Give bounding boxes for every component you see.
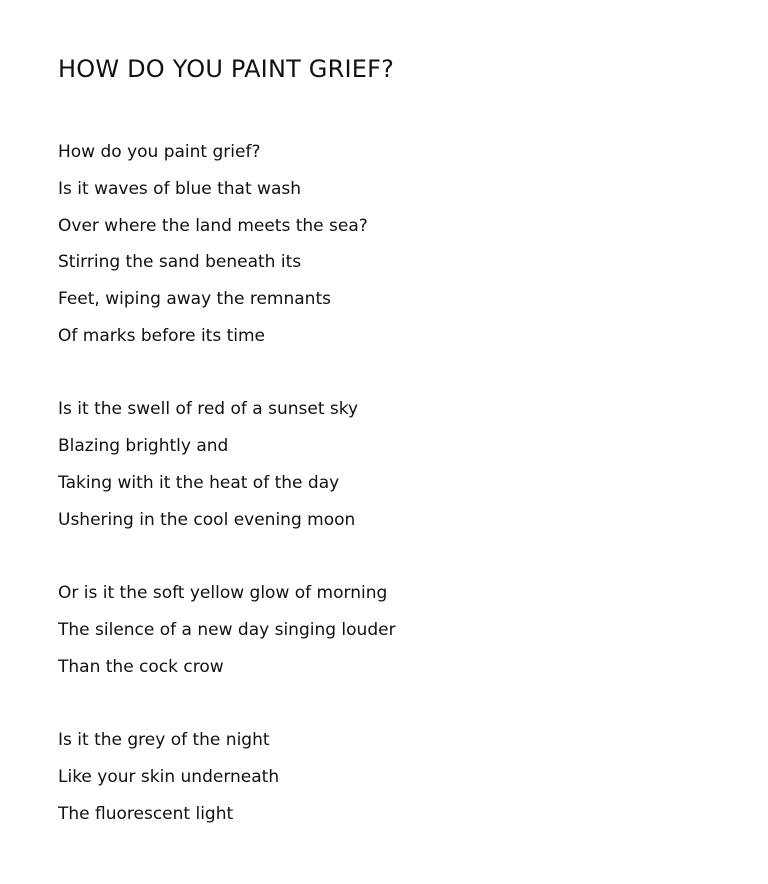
poem-line: Over where the land meets the sea? bbox=[58, 215, 368, 236]
poem-line: Is it waves of blue that wash bbox=[58, 178, 301, 199]
stanza-1 bbox=[58, 140, 396, 361]
poem-line: Like your skin underneath bbox=[58, 766, 280, 787]
poem-body bbox=[58, 140, 396, 875]
poem-line: Stirring the sand beneath its bbox=[58, 252, 302, 273]
poem-line: Blazing brightly and bbox=[58, 436, 229, 456]
stanza-4 bbox=[58, 728, 396, 838]
poem-line: Is it the swell of red of a sunset sky bbox=[58, 399, 359, 420]
poem-line: Of marks before its time bbox=[58, 325, 266, 346]
poem-line: Taking with it the heat of the day bbox=[58, 472, 340, 493]
poem-line: The silence of a new day singing louder bbox=[58, 619, 396, 640]
stanza-3 bbox=[58, 581, 396, 691]
poem-line: The fluorescent light bbox=[58, 803, 234, 824]
poem-title: HOW DO YOU PAINT GRIEF? bbox=[58, 55, 395, 83]
poem-line: Ushering in the cool evening moon bbox=[58, 509, 356, 530]
poem-line: Than the cock crow bbox=[58, 656, 224, 677]
stanza-2 bbox=[58, 397, 396, 544]
poem-line: Or is it the soft yellow glow of morning bbox=[58, 583, 388, 603]
poem-line: Is it the grey of the night bbox=[58, 730, 270, 750]
poem-line: How do you paint grief? bbox=[58, 142, 261, 162]
poem-line: Feet, wiping away the remnants bbox=[58, 289, 331, 309]
